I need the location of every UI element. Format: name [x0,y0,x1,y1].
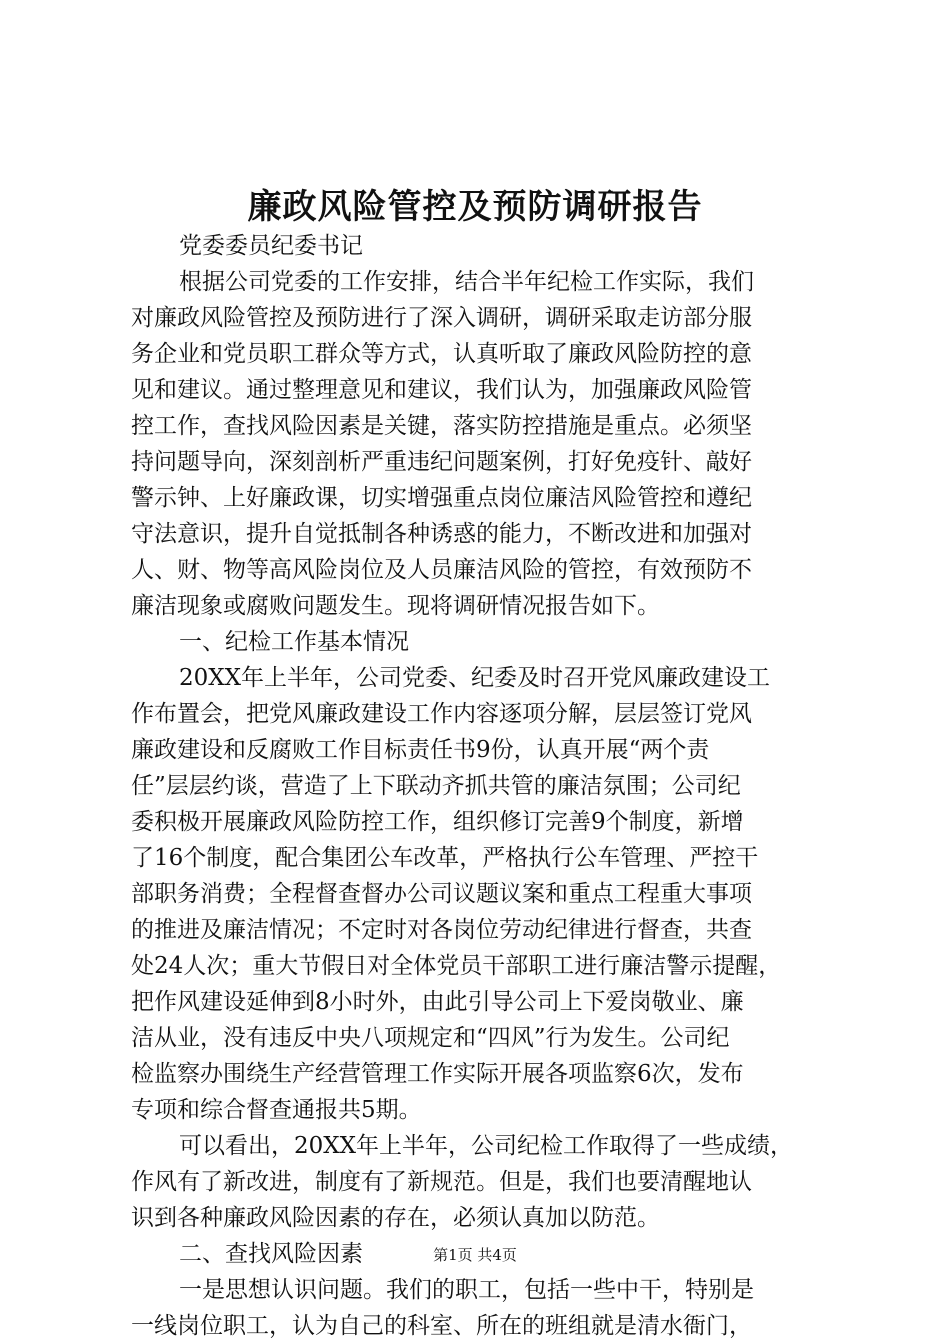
paragraph-line: 人、财、物等高风险岗位及人员廉洁风险的管控，有效预防不 [131,557,752,583]
section-heading: 一、纪检工作基本情况 [179,629,409,655]
paragraph-line: 警示钟、上好廉政课，切实增强重点岗位廉洁风险管控和遵纪 [131,485,752,511]
paragraph-line: 专项和综合督查通报共5期。 [131,1097,422,1123]
paragraph-line: 根据公司党委的工作安排，结合半年纪检工作实际，我们 [179,269,754,295]
paragraph-line: 守法意识，提升自觉抵制各种诱惑的能力，不断改进和加强对 [131,521,752,547]
paragraph-line: 作风有了新改进，制度有了新规范。但是，我们也要清醒地认 [131,1169,752,1195]
paragraph-line: 作布置会，把党风廉政建设工作内容逐项分解，层层签订党风 [131,701,752,727]
document-body [131,228,831,1344]
page-number-footer: 第1页 共4页 [433,1246,517,1264]
paragraph-line: 一线岗位职工，认为自己的科室、所在的班组就是清水衙门， [131,1313,752,1339]
paragraph-line: 处24人次；重大节假日对全体党员干部职工进行廉洁警示提醒， [131,953,782,979]
paragraph-line: 检监察办围绕生产经营管理工作实际开展各项监察6次，发布 [131,1061,744,1087]
paragraph-line: 见和建议。通过整理意见和建议，我们认为，加强廉政风险管 [131,377,752,403]
paragraph-line: 持问题导向，深刻剖析严重违纪问题案例，打好免疫针、敲好 [131,449,752,475]
paragraph-line: 可以看出，20XX年上半年，公司纪检工作取得了一些成绩， [179,1133,794,1159]
paragraph-line: 洁从业，没有违反中央八项规定和“四风”行为发生。公司纪 [131,1025,730,1051]
paragraph-line: 务企业和党员职工群众等方式，认真听取了廉政风险防控的意 [131,341,752,367]
paragraph-line: 委积极开展廉政风险防控工作，组织修订完善9个制度，新增 [131,809,744,835]
author-line: 党委委员纪委书记 [179,233,363,259]
paragraph-line: 一是思想认识问题。我们的职工，包括一些中干，特别是 [179,1277,754,1303]
section-heading: 二、查找风险因素 [179,1241,363,1267]
paragraph-line: 任”层层约谈，营造了上下联动齐抓共管的廉洁氛围；公司纪 [131,773,741,799]
paragraph-line: 的推进及廉洁情况；不定时对各岗位劳动纪律进行督查，共查 [131,917,752,943]
document-title: 廉政风险管控及预防调研报告 [247,187,703,227]
paragraph-line: 对廉政风险管控及预防进行了深入调研，调研采取走访部分服 [131,305,752,331]
paragraph-line: 20XX年上半年，公司党委、纪委及时召开党风廉政建设工 [179,665,771,691]
paragraph-line: 廉洁现象或腐败问题发生。现将调研情况报告如下。 [131,593,660,619]
paragraph-line: 了16个制度，配合集团公车改革，严格执行公车管理、严控干 [131,845,759,871]
paragraph-line: 识到各种廉政风险因素的存在，必须认真加以防范。 [131,1205,660,1231]
paragraph-line: 控工作，查找风险因素是关键，落实防控措施是重点。必须坚 [131,413,752,439]
paragraph-line: 部职务消费；全程督查督办公司议题议案和重点工程重大事项 [131,881,752,907]
paragraph-line: 把作风建设延伸到8小时外，由此引导公司上下爱岗敬业、廉 [131,989,744,1015]
paragraph-line: 廉政建设和反腐败工作目标责任书9份，认真开展“两个责 [131,737,710,763]
